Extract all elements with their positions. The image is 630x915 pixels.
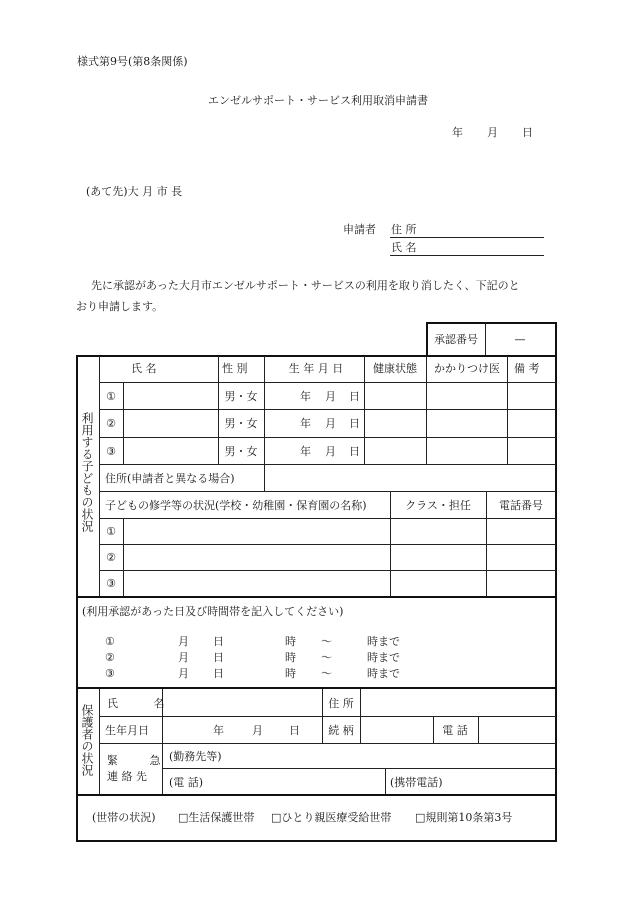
guardian-relation-label: 続 柄: [328, 724, 354, 737]
guardian-birth-label: 生年月日: [105, 724, 149, 737]
schedule-until: 時まで: [367, 667, 400, 680]
household-option-welfare[interactable]: □生活保護世帯: [178, 811, 255, 824]
child-sex-choice[interactable]: 男・女: [224, 445, 258, 458]
schedule-instruction: (利用承認があった日及び時間帯を記入してください): [82, 605, 344, 618]
emergency-label-2: 連 絡 先: [107, 770, 147, 783]
child-address-label: 住所(申請者と異なる場合): [105, 472, 235, 485]
schedule-until: 時まで: [367, 635, 400, 648]
addressee: (あて先)大 月 市 長: [86, 185, 183, 198]
guardian-birth-month: 月: [252, 724, 263, 737]
school-header: 子どもの修学等の状況(学校・幼稚園・保育園の名称): [105, 499, 367, 512]
birth-month: 月: [325, 390, 336, 403]
header-birth: 生 年 月 日: [288, 362, 344, 375]
statement-line-2: おり申請します。: [76, 300, 164, 313]
applicant-name-label: 氏 名: [391, 241, 417, 254]
household-label: (世帯の状況): [92, 811, 156, 824]
applicant-address-field[interactable]: [390, 237, 544, 238]
school-row-number: ①: [106, 525, 116, 538]
emergency-label-1: 緊 急: [107, 754, 175, 767]
schedule-number: ②: [105, 651, 115, 664]
page-title: エンゼルサポート・サービス利用取消申請書: [208, 94, 428, 107]
household-option-rule[interactable]: □規則第10条第3号: [415, 811, 513, 824]
schedule-hour: 時: [285, 651, 296, 664]
guardian-phone-field[interactable]: [479, 717, 555, 743]
schedule-month: 月: [178, 635, 189, 648]
statement-line-1: 先に承認があった大月市エンゼルサポート・サービスの利用を取り消したく、下記のと: [91, 279, 520, 292]
child-sex-choice[interactable]: 男・女: [224, 390, 258, 403]
household-option-single-parent[interactable]: □ひとり親医療受給世帯: [271, 811, 392, 824]
schedule-day: 日: [213, 651, 224, 664]
schedule-number: ③: [105, 667, 115, 680]
schedule-number: ①: [105, 635, 115, 648]
guardian-address-label: 住 所: [328, 697, 354, 710]
schedule-hour: 時: [285, 667, 296, 680]
schedule-month: 月: [178, 651, 189, 664]
birth-day: 日: [349, 390, 360, 403]
approval-number-value[interactable]: —: [514, 333, 526, 346]
birth-day: 日: [349, 417, 360, 430]
workplace-field[interactable]: [163, 744, 555, 768]
school-row-number: ③: [106, 577, 116, 590]
schedule-hour: 時: [285, 635, 296, 648]
emergency-mobile-label: (携帯電話): [390, 776, 443, 789]
phone-header: 電話番号: [499, 499, 543, 512]
guardian-section-label: 保護者の状況: [80, 704, 94, 776]
child-sex-choice[interactable]: 男・女: [224, 417, 258, 430]
child-address-field[interactable]: [265, 465, 555, 491]
approval-number-label: 承認番号: [434, 333, 478, 346]
guardian-name-label: 氏 名: [107, 697, 181, 710]
birth-month: 月: [325, 417, 336, 430]
class-header: クラス・担任: [405, 499, 471, 512]
birth-month: 月: [325, 445, 336, 458]
birth-year: 年: [300, 390, 311, 403]
emergency-tel-label: (電 話): [169, 776, 204, 789]
guardian-birth-year: 年: [213, 724, 224, 737]
guardian-name-field[interactable]: [163, 690, 321, 716]
schedule-tilde: 〜: [321, 651, 332, 664]
guardian-birth-day: 日: [289, 724, 300, 737]
date-day: 日: [522, 126, 533, 139]
header-health: 健康状態: [373, 362, 417, 375]
date-month: 月: [487, 126, 498, 139]
schedule-tilde: 〜: [321, 635, 332, 648]
date-year: 年: [452, 126, 463, 139]
schedule-day: 日: [213, 635, 224, 648]
schedule-tilde: 〜: [321, 667, 332, 680]
header-sex: 性 別: [222, 362, 248, 375]
schedule-until: 時まで: [367, 651, 400, 664]
header-remarks: 備 考: [514, 362, 540, 375]
child-row-number: ③: [106, 445, 116, 458]
applicant-address-label: 住 所: [391, 223, 417, 236]
header-name: 氏 名: [131, 362, 157, 375]
birth-year: 年: [300, 445, 311, 458]
birth-day: 日: [349, 445, 360, 458]
header-doctor: かかりつけ医: [434, 362, 500, 375]
applicant-label: 申請者: [343, 223, 376, 236]
applicant-name-field[interactable]: [390, 255, 544, 256]
child-row-number: ②: [106, 417, 116, 430]
guardian-address-field[interactable]: [361, 690, 555, 716]
schedule-day: 日: [213, 667, 224, 680]
child-row-number: ①: [106, 390, 116, 403]
schedule-month: 月: [178, 667, 189, 680]
birth-year: 年: [300, 417, 311, 430]
guardian-relation-field[interactable]: [361, 717, 432, 743]
children-section-label: 利用する子どもの状況: [80, 412, 94, 532]
workplace-label: (勤務先等): [169, 750, 222, 763]
guardian-phone-label: 電 話: [442, 724, 468, 737]
form-number: 様式第9号(第8条関係): [77, 55, 188, 68]
school-row-number: ②: [106, 551, 116, 564]
